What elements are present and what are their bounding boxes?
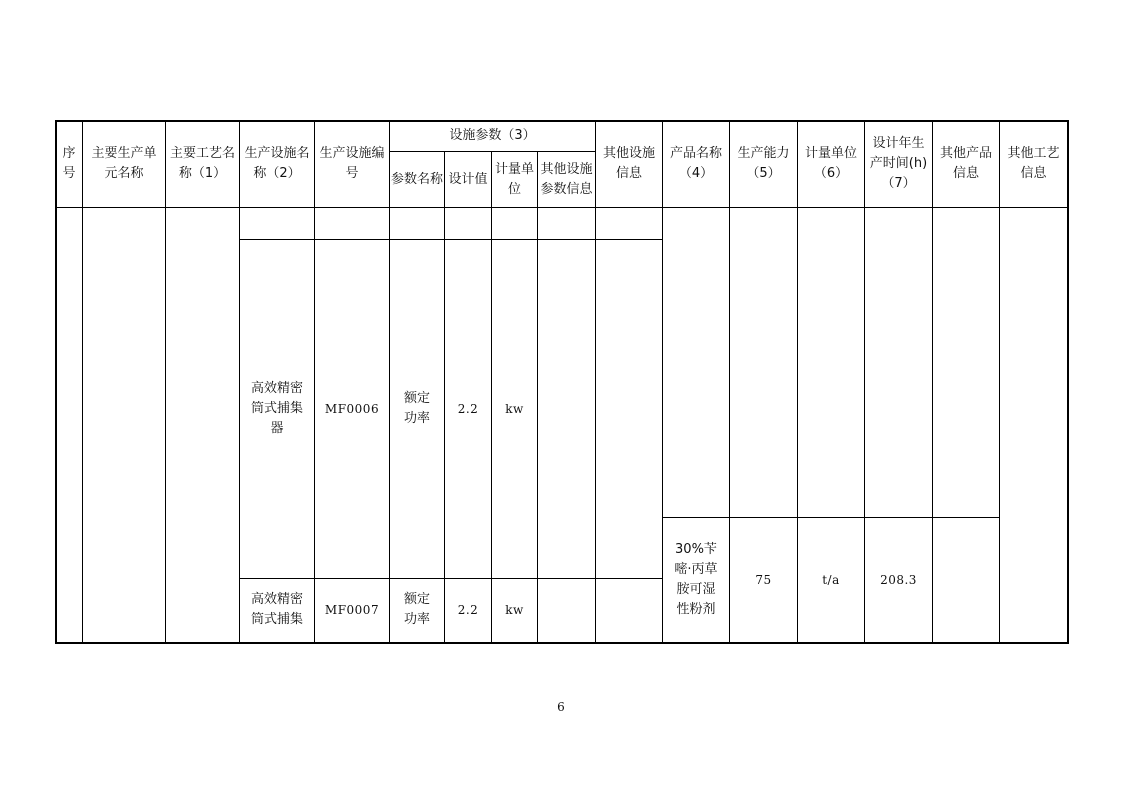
header-capacity: 生产能力 （5） bbox=[737, 146, 790, 181]
cell-facility-code: MF0007 bbox=[324, 603, 380, 617]
header-design-value: 设计值 bbox=[448, 171, 488, 187]
cell-capacity-unit: t/a bbox=[822, 572, 840, 587]
cell-design-value: 2.2 bbox=[457, 402, 479, 416]
header-measure-unit: 计量单 位 bbox=[494, 161, 534, 197]
header-capacity-unit: 计量单位 （6） bbox=[804, 146, 857, 181]
cell-measure-unit: kw bbox=[505, 402, 524, 416]
cell-facility-code: MF0006 bbox=[324, 402, 380, 416]
header-facility-name: 生产设施名 称（2） bbox=[244, 146, 310, 181]
cell-param-name: 额定 功率 bbox=[403, 391, 430, 426]
cell-facility-name: 高效精密 筒式捕集 bbox=[250, 592, 303, 627]
header-other-param-info: 其他设施 参数信息 bbox=[540, 161, 593, 197]
header-params-group: 设施参数（3） bbox=[449, 128, 536, 143]
page-number: 6 bbox=[557, 700, 565, 714]
cell-design-value: 2.2 bbox=[457, 603, 479, 617]
header-bottom-line bbox=[56, 207, 1068, 208]
header-product-name: 产品名称 （4） bbox=[669, 146, 722, 181]
header-other-facility-info: 其他设施 信息 bbox=[602, 146, 655, 181]
cell-design-hours: 208.3 bbox=[880, 572, 917, 587]
cell-param-name: 额定 功率 bbox=[403, 592, 430, 627]
header-other-process-info: 其他工艺 信息 bbox=[1007, 146, 1060, 181]
header-design-hours: 设计年生 产时间(h) （7） bbox=[869, 136, 928, 191]
header-seq: 序 号 bbox=[62, 146, 76, 181]
column-divider bbox=[537, 151, 538, 642]
header-unit-name: 主要生产单 元名称 bbox=[91, 146, 157, 181]
header-facility-code: 生产设施编 号 bbox=[319, 146, 385, 181]
header-param-name: 参数名称 bbox=[390, 171, 443, 187]
cell-product-name: 30%苄 嘧·丙草 胺可湿 性粉剂 bbox=[674, 541, 718, 617]
cell-facility-name: 高效精密 筒式捕集 器 bbox=[250, 381, 303, 436]
header-other-product-info: 其他产品 信息 bbox=[939, 146, 992, 181]
header-process-name: 主要工艺名 称（1） bbox=[169, 146, 235, 181]
cell-measure-unit: kw bbox=[505, 603, 524, 617]
cell-capacity: 75 bbox=[755, 572, 772, 587]
